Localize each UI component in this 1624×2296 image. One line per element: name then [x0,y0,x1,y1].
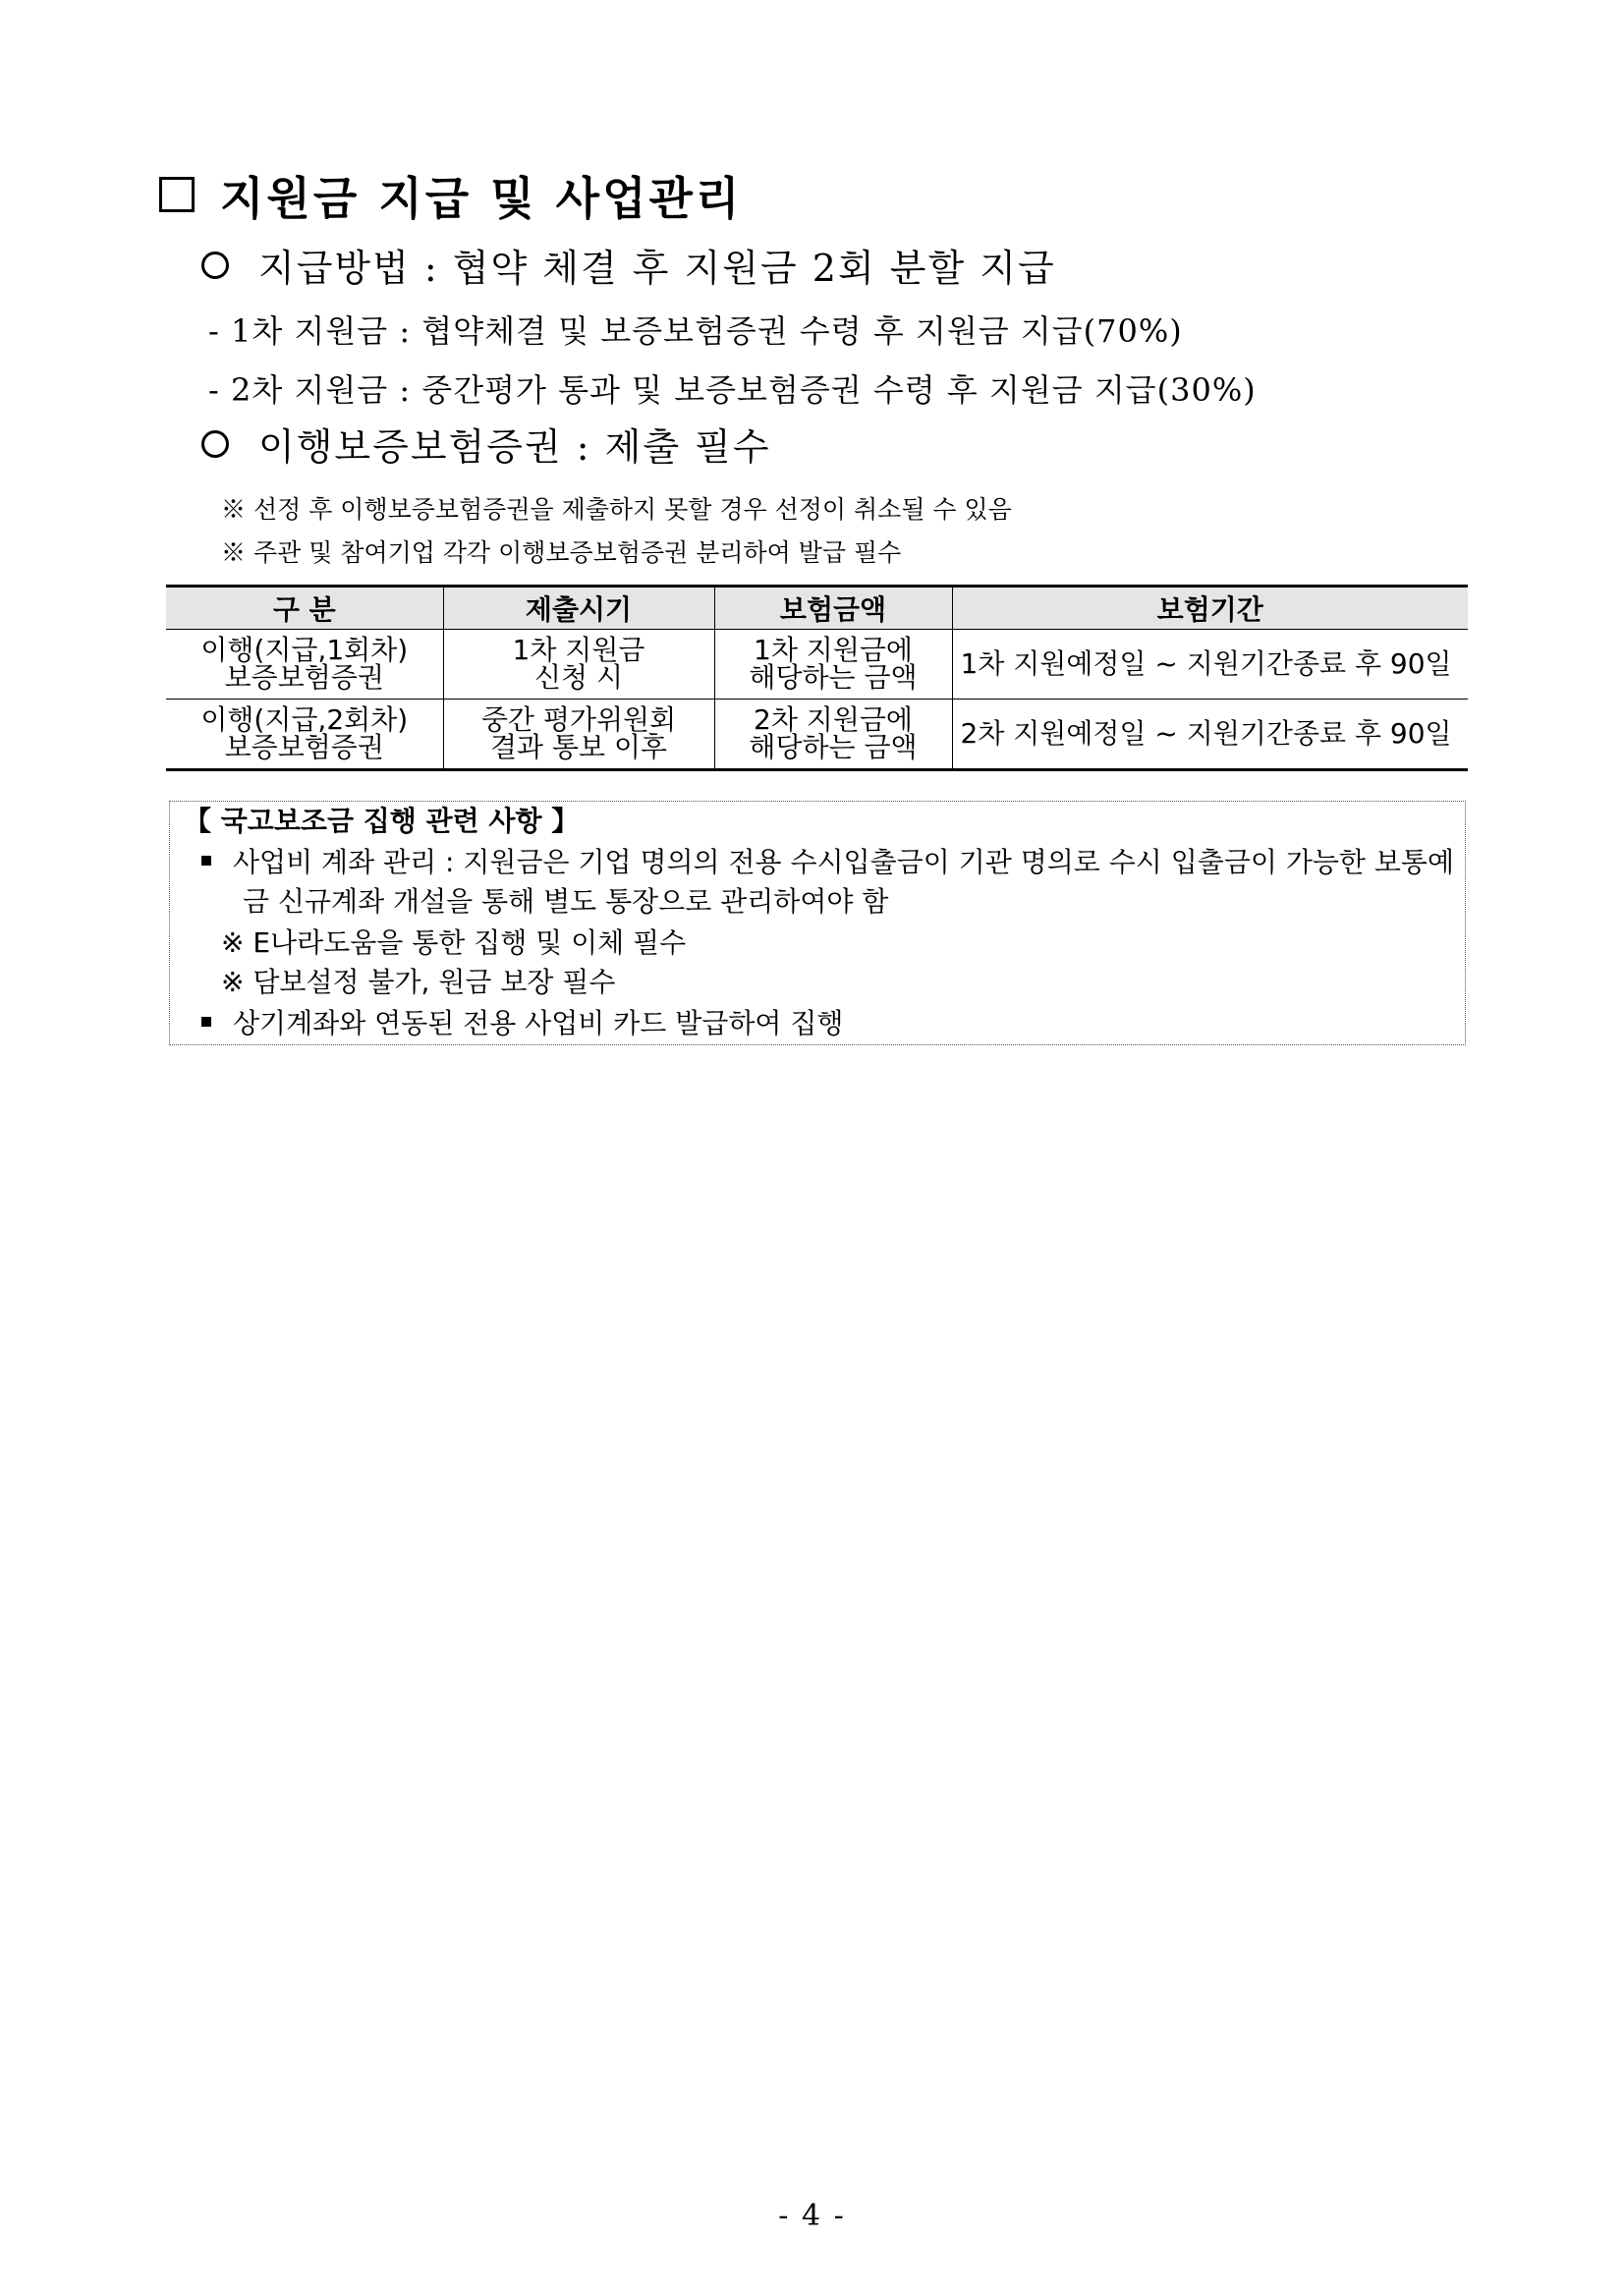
info-note-enaradoum: ※ E나라도움을 통한 집행 및 이체 필수 [221,926,687,959]
row1-amount-line2: 해당하는 금액 [749,661,918,694]
row2-timing [443,700,714,770]
row1-timing-line1: 1차 지원금 [512,634,645,666]
header-category: 구 분 [166,587,443,630]
row2-amount-line2: 해당하는 금액 [749,731,918,763]
row2-period: 2차 지원예정일 ~ 지원기간종료 후 90일 [952,700,1468,770]
header-insurance-amount: 보험금액 [714,587,952,630]
guarantee-note-1: ※ 선정 후 이행보증보험증권을 제출하지 못할 경우 선정이 취소될 수 있음 [221,495,1012,524]
row1-type [166,630,443,700]
info-item-card [201,1004,843,1043]
info-item-account-text: 사업비 계좌 관리 : 지원금은 기업 명의의 전용 수시입출금이 기관 명의로 수시 입출금이 가능한 보통예 [233,846,1455,878]
row1-type-line2: 보증보험증권 [224,661,384,694]
row2-timing-line2: 결과 통보 이후 [489,731,668,763]
row2-amount [714,700,952,770]
subsidy-info-box [169,801,1466,1045]
guarantee-text: 이행보증보험증권 : 제출 필수 [258,425,771,469]
payment-item-1: - 1차 지원금 : 협약체결 및 보증보험증권 수령 후 지원금 지급(70%) [208,312,1183,350]
section-title-text: 지원금 지급 및 사업관리 [220,172,743,225]
info-item-card-text: 상기계좌와 연동된 전용 사업비 카드 발급하여 집행 [233,1007,844,1039]
guarantee-bullet [201,422,771,472]
row1-type-line1: 이행(지급,1회차) [200,634,409,666]
payment-method-bullet [201,244,1056,293]
table-header-row [166,587,1468,630]
row2-type-line1: 이행(지급,2회차) [200,703,409,736]
guarantee-schedule-table [166,585,1468,771]
checkbox-square-icon [159,177,195,212]
circle-bullet-icon [201,430,229,458]
row1-amount-line1: 1차 지원금에 [754,634,913,666]
info-box-heading: 【 국고보조금 집행 관련 사항 】 [184,805,580,837]
row1-timing [443,630,714,700]
circle-bullet-icon [201,252,229,279]
section-title [159,169,742,228]
table-row [166,700,1468,770]
header-insurance-period: 보험기간 [952,587,1468,630]
row2-type-line2: 보증보험증권 [224,731,384,763]
info-item-account [201,843,1454,882]
square-bullet-icon [201,856,211,866]
info-item-account-cont: 금 신규계좌 개설을 통해 별도 통장으로 관리하여야 함 [243,885,889,918]
guarantee-note-2: ※ 주관 및 참여기업 각각 이행보증보험증권 분리하여 발급 필수 [221,538,902,567]
header-submission-time: 제출시기 [443,587,714,630]
row1-timing-line2: 신청 시 [533,661,624,694]
row2-timing-line1: 중간 평가위원회 [480,703,677,736]
row2-amount-line1: 2차 지원금에 [754,703,913,736]
square-bullet-icon [201,1017,211,1027]
payment-item-2: - 2차 지원금 : 중간평가 통과 및 보증보험증권 수령 후 지원금 지급(30%) [208,371,1257,409]
table-row [166,630,1468,700]
payment-method-text: 지급방법 : 협약 체결 후 지원금 2회 분할 지급 [258,247,1056,290]
row1-period: 1차 지원예정일 ~ 지원기간종료 후 90일 [952,630,1468,700]
row1-amount [714,630,952,700]
page-number: - 4 - [778,2199,846,2233]
row2-type [166,700,443,770]
info-note-collateral: ※ 담보설정 불가, 원금 보장 필수 [221,966,616,998]
